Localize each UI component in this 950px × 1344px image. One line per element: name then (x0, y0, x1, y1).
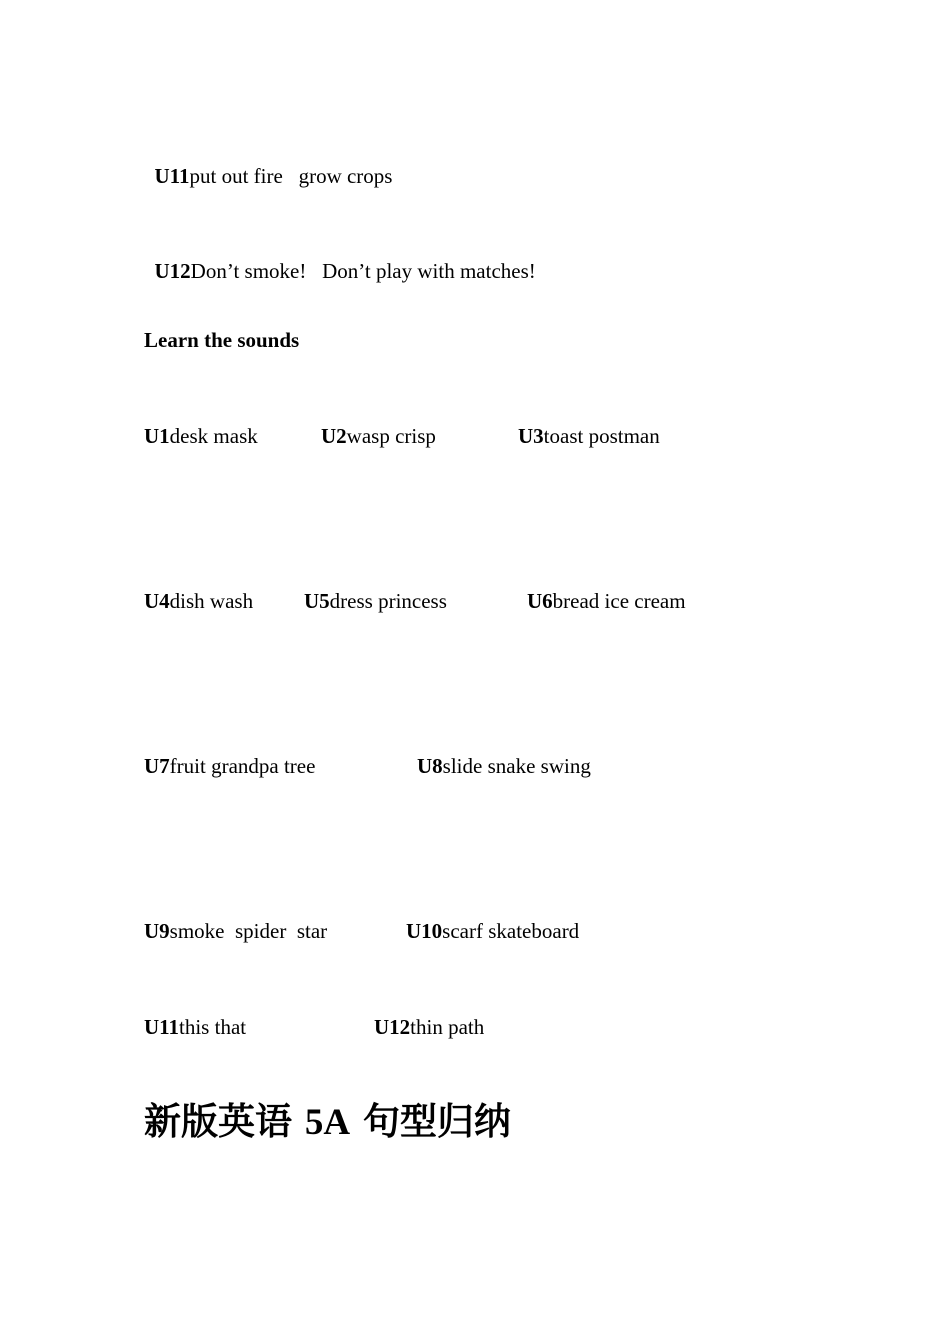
unit-label: U12 (374, 1015, 411, 1039)
sound-words: fruit grandpa tree (169, 754, 316, 778)
sounds-row-4 (144, 918, 844, 944)
sound-item-u10 (406, 918, 579, 944)
sounds-heading: Learn the sounds (144, 328, 300, 352)
sound-words: this that (179, 1015, 247, 1039)
sound-item-u7 (144, 753, 315, 779)
sound-item-u9 (144, 918, 327, 944)
phrase-text: Don’t smoke! Don’t play with matches! (190, 259, 536, 283)
sounds-row-3 (144, 753, 844, 779)
sound-words: toast postman (543, 424, 660, 448)
unit-label: U10 (406, 919, 443, 943)
sound-item-u1 (144, 423, 258, 449)
unit-label: U1 (144, 424, 170, 448)
section-title (144, 1098, 511, 1147)
section-title-code: 5A (304, 1102, 351, 1143)
unit-label: U2 (321, 424, 347, 448)
sound-words: slide snake swing (442, 754, 591, 778)
sound-words: wasp crisp (346, 424, 436, 448)
sound-item-u12 (374, 1014, 484, 1040)
sounds-row-1 (144, 423, 844, 449)
unit-label: U11 (144, 1015, 180, 1039)
unit-label: U9 (144, 919, 170, 943)
unit-label: U8 (417, 754, 443, 778)
section-title-prefix: 新版英语 (144, 1100, 292, 1143)
sound-item-u5 (304, 588, 447, 614)
sound-words: smoke spider star (169, 919, 328, 943)
sound-item-u11 (144, 1014, 246, 1040)
sound-words: thin path (410, 1015, 485, 1039)
unit-label: U4 (144, 589, 170, 613)
sound-words: desk mask (169, 424, 258, 448)
sound-item-u3 (518, 423, 660, 449)
sound-item-u8 (417, 753, 591, 779)
unit-label: U6 (527, 589, 553, 613)
unit-label: U7 (144, 754, 170, 778)
unit-label: U12 (154, 259, 191, 283)
sound-item-u2 (321, 423, 436, 449)
phrase-text: put out fire grow crops (189, 164, 393, 188)
unit-label: U3 (518, 424, 544, 448)
sound-words: scarf skateboard (442, 919, 580, 943)
phrase-line-u11 (144, 137, 392, 189)
unit-label: U5 (304, 589, 330, 613)
sounds-row-2 (144, 588, 844, 614)
sounds-row-5 (144, 1014, 844, 1040)
sound-words: dish wash (169, 589, 254, 613)
sound-words: dress princess (329, 589, 447, 613)
sound-words: bread ice cream (552, 589, 686, 613)
phrase-line-u12 (144, 232, 536, 284)
sound-item-u4 (144, 588, 253, 614)
sound-item-u6 (527, 588, 686, 614)
unit-label: U11 (154, 164, 190, 188)
section-title-suffix: 句型归纳 (363, 1100, 512, 1143)
